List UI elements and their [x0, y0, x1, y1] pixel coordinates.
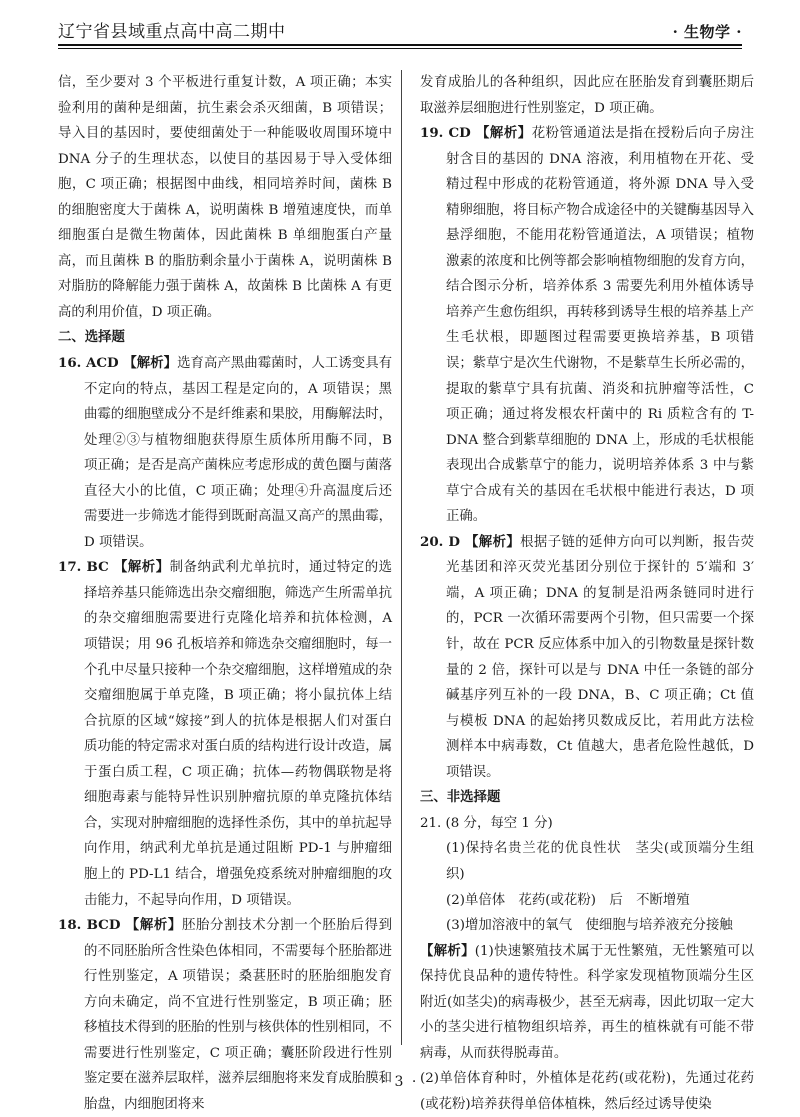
analysis-text: 选育高产黑曲霉菌时，人工诱变具有不定向的特点，基因工程是定向的，A 项错误；黑曲霉的细胞壁成分不是纤维素和果胶，用酶解法时，处理②③与植物细胞获得原生质体所用酶不同，B 项正确；是否是高产菌株应考虑形成的黄色圈与菌落直径大小的比值，C 项正确；处理④升高温度后还需要进一步筛选才能得到既耐高温又高产的黑曲霉，D 项错误。: [84, 356, 393, 550]
answer-line: (2)单倍体 花药(或花粉) 后 不断增殖: [446, 892, 690, 908]
answer-number: 20. D: [420, 533, 466, 550]
page-header: [58, 12, 742, 42]
text-paragraph: 信，至少要对 3 个平板进行重复计数，A 项正确；本实验利用的菌种是细菌，抗生素会杀灭细菌，B 项错误；导入目的基因时，要使细菌处于一种能吸收周围环境中 DNA 分子的生理状态，以使目的基因易于导入受体细胞，C 项正确；根据图中曲线，相同培养时间，菌株 B 的细胞密度大于菌株 A，说明菌株 B 增殖速度快，而单细胞蛋白是微生物菌体，因此菌株 B 单细胞蛋白产量高，而且菌株 B 的脂肪剩余量小于菌株 A，说明菌株 B 对脂肪的降解能力强于菌株 A，故菌株 B 比菌株 A 有更高的利用价值，D 项正确。: [58, 75, 392, 320]
section-heading: 二、选择题: [58, 329, 125, 346]
header-subject: · 生物学 ·: [672, 23, 742, 41]
answer-line: (1)保持名贵兰花的优良性状 茎尖(或顶端分生组织): [446, 841, 754, 882]
analysis-tag: 【解析】: [465, 533, 521, 550]
text-paragraph: 21. (8 分，每空 1 分): [420, 815, 553, 831]
analysis-text: 制备纳武利尤单抗时，通过特定的选择培养基只能筛选出杂交瘤细胞，筛选产生所需单抗的杂交瘤细胞需要进行克隆化培养和抗体检测，A 项错误；用 96 孔板培养和筛选杂交瘤细胞时，每一个孔中尽量只接种一个杂交瘤细胞，这样增殖成的杂交瘤细胞属于单克隆，B 项正确；将小鼠抗体上结合抗原的区域“嫁接”到人的抗体是根据人们对蛋白质功能的特定需求对蛋白质的结构进行设计改造，属于蛋白质工程，C 项正确；抗体—药物偶联物是将细胞毒素与能特异性识别肿瘤抗原的单克隆抗体结合，实现对肿瘤细胞的选择性杀伤，其中的单抗起导向作用，纳武利尤单抗是通过阻断 PD-1 与肿瘤细胞上的 PD-L1 结合，增强免疫系统对肿瘤细胞的攻击能力，不起导向作用，D 项错误。: [84, 560, 393, 908]
header-rule-thin: [58, 48, 742, 49]
analysis-text: 根据子链的延伸方向可以判断，报告荧光基团和淬灭荧光基团分别位于探针的 5′端和 3′端，A 项正确；DNA 的复制是沿两条链同时进行的，PCR 一次循环需要两个引物，但只需要一个探针，故在 PCR 反应体系中加入的引物数量是探针数量的 2 倍，探针可以是与 DNA 中任一条链的部分碱基序列互补的一段 DNA，B、C 项正确；Ct 值与模板 DNA 的起始拷贝数成反比，若用此方法检测样本中病毒数，Ct 值越大，患者危险性越低，D 项错误。: [446, 534, 755, 780]
header-left-title: 辽宁省县域重点高中高二期中: [58, 22, 286, 42]
right-column: [420, 70, 754, 1117]
answer-number: 17. BC: [58, 559, 114, 576]
text-paragraph: 发育成胎儿的各种组织，因此应在胚胎发育到囊胚期后取滋养层细胞进行性别鉴定，D 项正确。: [420, 75, 754, 116]
analysis-text: 花粉管通道法是指在授粉后向子房注射含目的基因的 DNA 溶液，利用植物在开花、受精过程中形成的花粉管通道，将外源 DNA 导入受精卵细胞，将目标产物合成途径中的关键酶基因导入悬浮细胞，不能用花粉管通道法，A 项错误；植物激素的浓度和比例等都会影响植物细胞的发育方向，结合图示分析，培养体系 3 需要先利用外植体诱导培养产生愈伤组织，再转移到诱导生根的培养基上产生毛状根，即题图过程需要更换培养基，B 项错误；紫草宁是次生代谢物，不是紫草生长所必需的，提取的紫草宁具有抗菌、消炎和抗肿瘤等活性，C 项正确；通过将发根农杆菌中的 Ri 质粒含有的 T-DNA 整合到紫草细胞的 DNA 上，形成的毛状根能表现出合成紫草宁的能力，说明培养体系 3 中与紫草宁合成有关的基因在毛状根中能进行表达，D 项正确。: [446, 126, 755, 525]
page-number: · 3 ·: [381, 1074, 419, 1090]
analysis-tag: 【解析】: [123, 355, 178, 372]
answer-number: 16. ACD: [58, 355, 124, 372]
analysis-text: 胚胎分割技术分割一个胚胎后得到的不同胚胎所含性染色体相同，不需要每个胚胎都进行性别鉴定，A 项错误；桑葚胚时的胚胎细胞发育方向未确定，尚不宜进行性别鉴定，B 项正确；胚移植技术得到的胚胎的性别与核供体的性别相同，不需要进行性别鉴定，C 项正确；囊胚阶段进行性别鉴定要在滋养层取样，滋养层细胞将来发育成胎膜和胎盘，内细胞团将来: [84, 918, 393, 1112]
analysis-tag: 【解析】: [475, 125, 532, 142]
text-paragraph: (2)单倍体育种时，外植体是花药(或花粉)，先通过花药(或花粉)培养获得单倍体植株，然后经过诱导使染: [420, 1071, 754, 1112]
answer-item: [58, 351, 392, 555]
analysis-tag: 【解析】: [420, 942, 475, 959]
section-heading: 三、非选择题: [420, 789, 501, 806]
answer-number: 18. BCD: [58, 917, 126, 934]
left-column: [58, 70, 392, 1117]
header-rule: [58, 44, 742, 46]
answer-item: [420, 121, 754, 530]
analysis-text: (1)快速繁殖技术属于无性繁殖，无性繁殖可以保持优良品种的遗传特性。科学家发现植物顶端分生区附近(如茎尖)的病毒极少，甚至无病毒，因此切取一定大小的茎尖进行植物组织培养，再生的植株就有可能不带病毒，从而获得脱毒苗。: [420, 943, 755, 1061]
column-divider: [401, 70, 402, 1045]
analysis-paragraph: [420, 939, 754, 1067]
analysis-tag: 【解析】: [125, 917, 182, 934]
answer-item: [420, 530, 754, 785]
answer-item: [58, 555, 392, 913]
answer-number: 19. CD: [420, 125, 476, 142]
analysis-tag: 【解析】: [113, 559, 170, 576]
answer-line: (3)增加溶液中的氧气 使细胞与培养液充分接触: [446, 918, 733, 934]
